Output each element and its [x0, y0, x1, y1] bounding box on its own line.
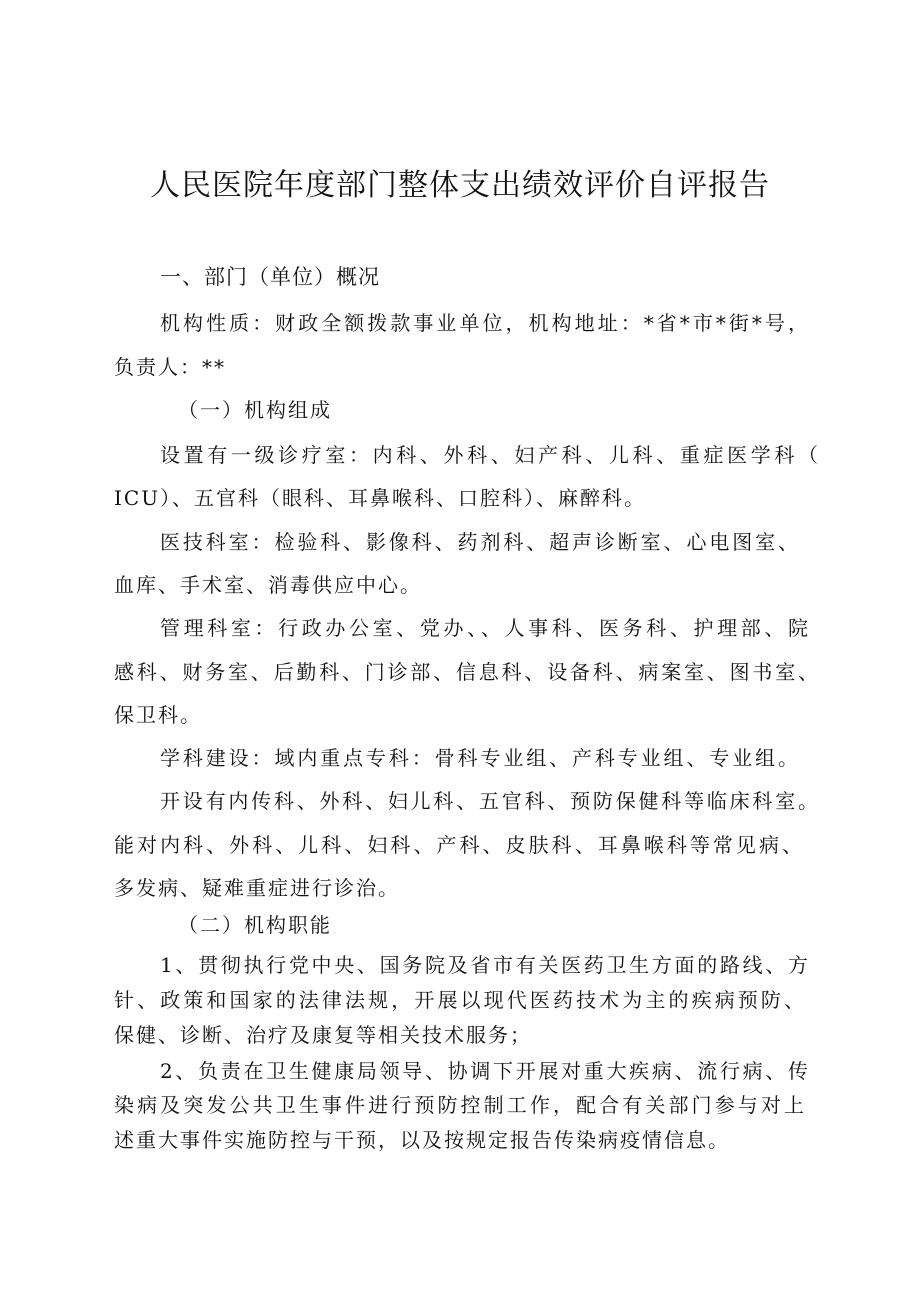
paragraph-line: 感科、财务室、后勤科、门诊部、信息科、设备科、病案室、图书室、	[114, 660, 820, 684]
paragraph-line: 述重大事件实施防控与干预，以及按规定报告传染病疫情信息。	[114, 1128, 730, 1152]
paragraph-line: 染病及突发公共卫生事件进行预防控制工作，配合有关部门参与对上	[114, 1093, 806, 1117]
paragraph-line: 保健、诊断、治疗及康复等相关技术服务；	[114, 1023, 532, 1047]
paragraph-line: 负责人：**	[114, 355, 226, 379]
paragraph-line: 医技科室：检验科、影像科、药剂科、超声诊断室、心电图室、	[160, 530, 800, 554]
paragraph-line: 保卫科。	[114, 703, 202, 727]
document-title: 人民医院年度部门整体支出绩效评价自评报告	[150, 168, 770, 203]
paragraph-line: ICU）、五官科（眼科、耳鼻喉科、口腔科）、麻醉科。	[114, 486, 647, 510]
paragraph-line: 设置有一级诊疗室：内科、外科、妇产科、儿科、重症医学科（	[160, 443, 820, 467]
paragraph-line: 2、负责在卫生健康局领导、协调下开展对重大疾病、流行病、传	[160, 1059, 810, 1083]
paragraph-line: 针、政策和国家的法律法规，开展以现代医药技术为主的疾病预防、	[114, 988, 806, 1012]
paragraph-line: 多发病、疑难重症进行诊治。	[114, 876, 400, 900]
paragraph-line: 开设有内传科、外科、妇儿科、五官科、预防保健科等临床科室。	[160, 789, 820, 813]
paragraph-line: 管理科室：行政办公室、党办、、人事科、医务科、护理部、院	[160, 616, 810, 640]
paragraph-line: 学科建设：域内重点专科：骨科专业组、产科专业组、专业组。	[160, 746, 800, 770]
paragraph-line: 血库、手术室、消毒供应中心。	[114, 573, 422, 597]
paragraph-line: 能对内科、外科、儿科、妇科、产科、皮肤科、耳鼻喉科等常见病、	[114, 833, 804, 857]
subsection-heading: （二）机构职能	[178, 913, 332, 937]
section-heading: 一、部门（单位）概况	[160, 265, 380, 289]
paragraph-line: 机构性质：财政全额拨款事业单位，机构地址：*省*市*街*号，	[160, 311, 810, 335]
paragraph-line: 1、贯彻执行党中央、国务院及省市有关医药卫生方面的路线、方	[160, 953, 810, 977]
subsection-heading: （一）机构组成	[178, 398, 332, 422]
